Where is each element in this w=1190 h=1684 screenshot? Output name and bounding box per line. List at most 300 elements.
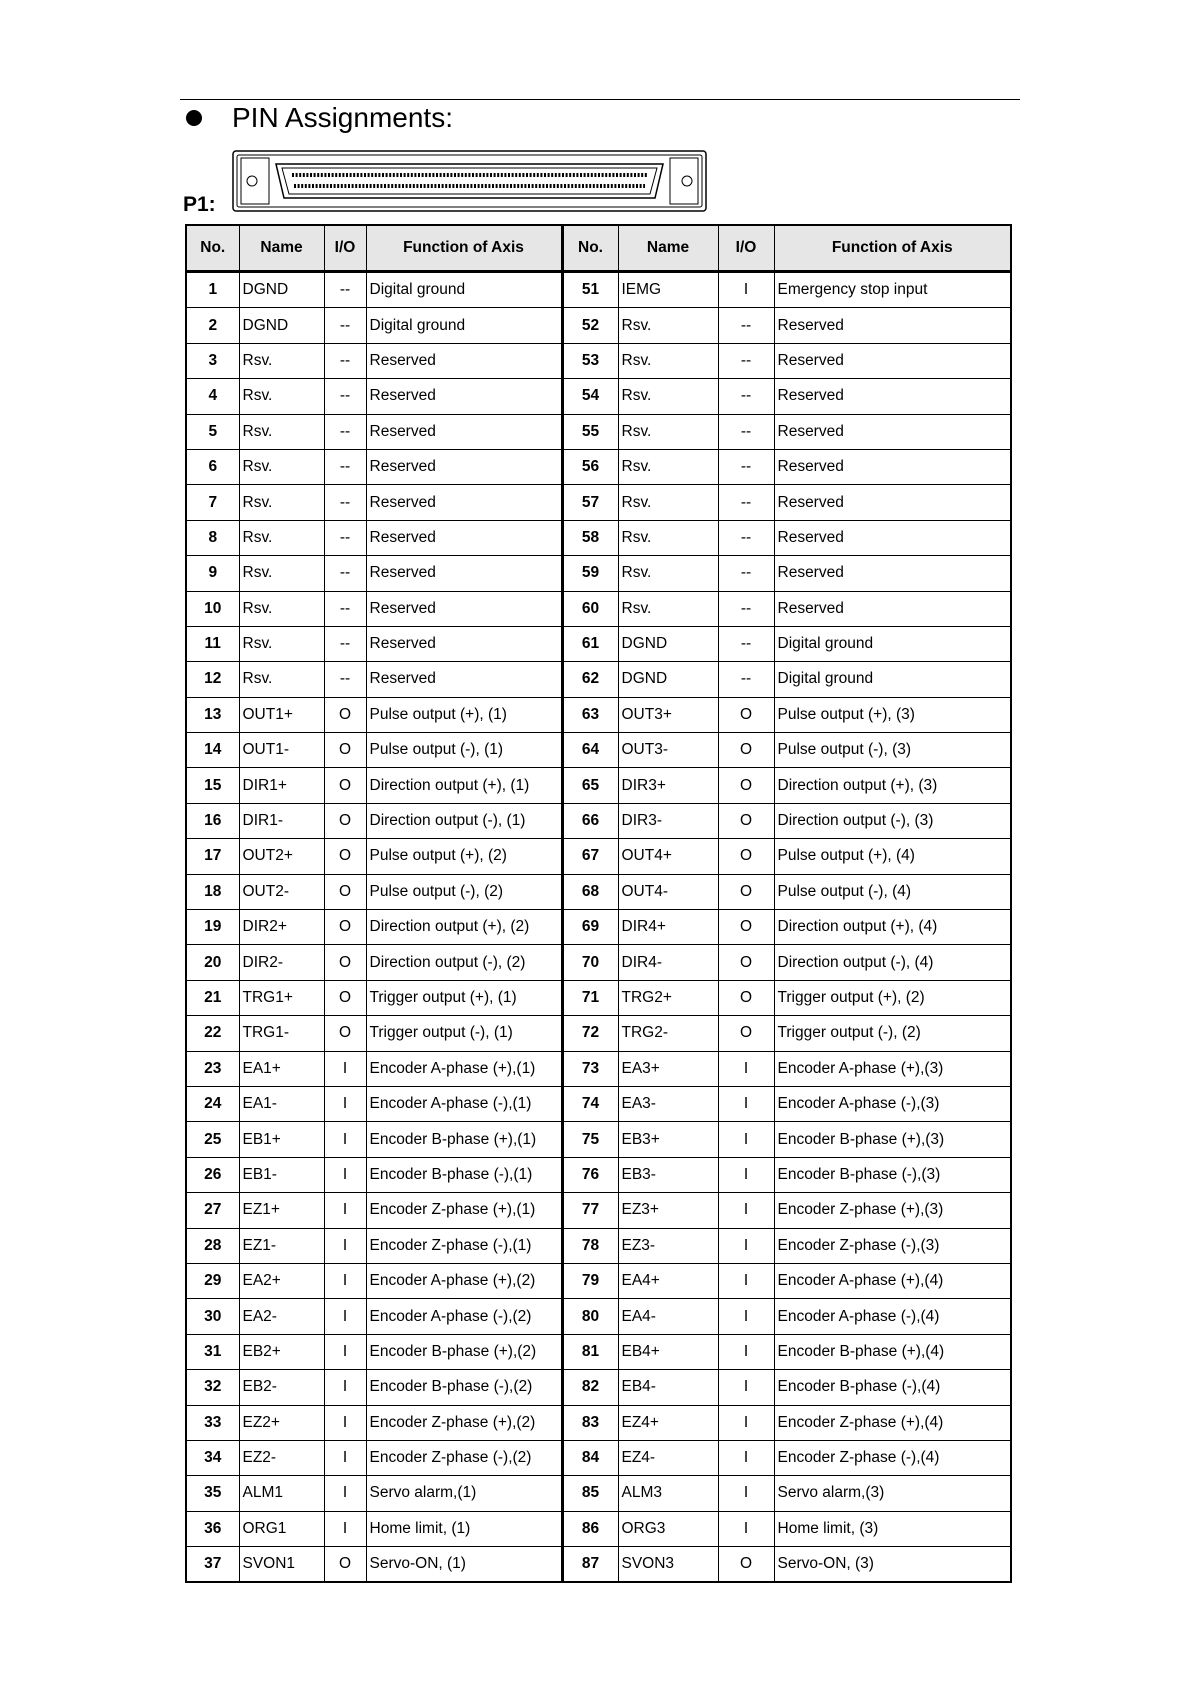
pin-name: Rsv.: [239, 556, 324, 591]
pin-number: 33: [186, 1405, 239, 1440]
pin-function: Digital ground: [774, 662, 1011, 697]
pin-name: EB2+: [239, 1334, 324, 1369]
pin-name: EZ1+: [239, 1193, 324, 1228]
pin-name: Rsv.: [618, 414, 718, 449]
pin-function: Trigger output (-), (2): [774, 1016, 1011, 1051]
pin-number: 69: [562, 910, 618, 945]
pin-io: I: [718, 1334, 774, 1369]
pin-io: --: [324, 379, 366, 414]
pin-number: 78: [562, 1228, 618, 1263]
pin-io: I: [324, 1440, 366, 1475]
pin-number: 70: [562, 945, 618, 980]
pin-name: Rsv.: [239, 520, 324, 555]
pin-number: 22: [186, 1016, 239, 1051]
pin-name: EA1+: [239, 1051, 324, 1086]
pin-function: Encoder Z-phase (+),(3): [774, 1193, 1011, 1228]
pin-function: Direction output (+), (3): [774, 768, 1011, 803]
pin-name: Rsv.: [618, 449, 718, 484]
connector-label: P1:: [183, 193, 216, 216]
pin-function: Servo alarm,(3): [774, 1476, 1011, 1511]
pin-function: Reserved: [366, 485, 562, 520]
pin-number: 37: [186, 1547, 239, 1583]
pin-io: I: [718, 1299, 774, 1334]
pin-io: --: [324, 520, 366, 555]
pin-number: 1: [186, 272, 239, 308]
pin-assignment-table: [185, 224, 1012, 1583]
pin-number: 5: [186, 414, 239, 449]
pin-number: 21: [186, 980, 239, 1015]
pin-io: --: [718, 520, 774, 555]
pin-io: --: [324, 343, 366, 378]
pin-name: Rsv.: [618, 556, 718, 591]
table-row: [186, 980, 1011, 1015]
pin-number: 8: [186, 520, 239, 555]
pin-function: Pulse output (+), (1): [366, 697, 562, 732]
pin-name: OUT4+: [618, 839, 718, 874]
pin-function: Servo alarm,(1): [366, 1476, 562, 1511]
pin-io: I: [324, 1511, 366, 1546]
pin-number: 12: [186, 662, 239, 697]
pin-function: Encoder Z-phase (+),(4): [774, 1405, 1011, 1440]
pin-number: 13: [186, 697, 239, 732]
pin-io: --: [324, 662, 366, 697]
pin-name: DGND: [618, 626, 718, 661]
pin-io: --: [324, 556, 366, 591]
pin-io: I: [718, 1157, 774, 1192]
pin-number: 6: [186, 449, 239, 484]
pin-io: --: [718, 662, 774, 697]
pin-function: Pulse output (-), (4): [774, 874, 1011, 909]
pin-name: EB4+: [618, 1334, 718, 1369]
pin-number: 82: [562, 1370, 618, 1405]
pin-function: Reserved: [366, 343, 562, 378]
pin-number: 63: [562, 697, 618, 732]
pin-function: Encoder Z-phase (-),(1): [366, 1228, 562, 1263]
pin-io: O: [324, 697, 366, 732]
pin-io: I: [324, 1228, 366, 1263]
pin-number: 29: [186, 1263, 239, 1298]
header-io: I/O: [718, 225, 774, 272]
pin-number: 52: [562, 308, 618, 343]
pin-function: Reserved: [774, 449, 1011, 484]
pin-function: Pulse output (+), (2): [366, 839, 562, 874]
pin-name: EB1-: [239, 1157, 324, 1192]
pin-function: Encoder A-phase (+),(2): [366, 1263, 562, 1298]
pin-function: Trigger output (+), (1): [366, 980, 562, 1015]
pin-io: I: [718, 1440, 774, 1475]
pin-name: EZ4+: [618, 1405, 718, 1440]
pin-name: Rsv.: [239, 414, 324, 449]
pin-number: 66: [562, 803, 618, 838]
table-row: [186, 768, 1011, 803]
table-row: [186, 1193, 1011, 1228]
pin-name: TRG2-: [618, 1016, 718, 1051]
pin-name: DIR3+: [618, 768, 718, 803]
pin-io: --: [324, 272, 366, 308]
pin-name: EA2-: [239, 1299, 324, 1334]
pin-name: DGND: [618, 662, 718, 697]
pin-function: Emergency stop input: [774, 272, 1011, 308]
pin-function: Encoder Z-phase (+),(2): [366, 1405, 562, 1440]
pin-number: 16: [186, 803, 239, 838]
pin-number: 32: [186, 1370, 239, 1405]
pin-io: I: [718, 1122, 774, 1157]
table-row: [186, 733, 1011, 768]
pin-name: Rsv.: [239, 591, 324, 626]
pin-number: 57: [562, 485, 618, 520]
pin-function: Digital ground: [774, 626, 1011, 661]
table-row: [186, 449, 1011, 484]
pin-function: Reserved: [774, 591, 1011, 626]
pin-function: Encoder A-phase (+),(1): [366, 1051, 562, 1086]
pin-function: Encoder Z-phase (+),(1): [366, 1193, 562, 1228]
pin-name: ALM3: [618, 1476, 718, 1511]
pin-io: O: [718, 1547, 774, 1583]
pin-io: I: [324, 1157, 366, 1192]
pin-function: Encoder A-phase (-),(1): [366, 1086, 562, 1121]
pin-number: 35: [186, 1476, 239, 1511]
pin-name: EZ3+: [618, 1193, 718, 1228]
pin-function: Reserved: [366, 379, 562, 414]
table-row: [186, 697, 1011, 732]
pin-io: --: [718, 343, 774, 378]
pin-name: OUT3+: [618, 697, 718, 732]
pin-function: Pulse output (-), (3): [774, 733, 1011, 768]
pin-io: --: [718, 485, 774, 520]
pin-number: 76: [562, 1157, 618, 1192]
pin-function: Encoder A-phase (+),(4): [774, 1263, 1011, 1298]
pin-function: Encoder Z-phase (-),(3): [774, 1228, 1011, 1263]
table-row: [186, 485, 1011, 520]
pin-number: 54: [562, 379, 618, 414]
pin-name: EB3+: [618, 1122, 718, 1157]
pin-io: I: [718, 1051, 774, 1086]
pin-function: Encoder B-phase (-),(2): [366, 1370, 562, 1405]
pin-name: DIR4+: [618, 910, 718, 945]
pin-function: Home limit, (1): [366, 1511, 562, 1546]
pin-number: 62: [562, 662, 618, 697]
table-row: [186, 1511, 1011, 1546]
pin-io: I: [324, 1051, 366, 1086]
pin-function: Encoder B-phase (+),(2): [366, 1334, 562, 1369]
pin-number: 68: [562, 874, 618, 909]
header-function: Function of Axis: [774, 225, 1011, 272]
pin-function: Reserved: [774, 308, 1011, 343]
pin-name: Rsv.: [239, 626, 324, 661]
table-row: [186, 662, 1011, 697]
pin-io: --: [718, 308, 774, 343]
pin-io: I: [324, 1122, 366, 1157]
pin-function: Pulse output (-), (2): [366, 874, 562, 909]
pin-function: Servo-ON, (1): [366, 1547, 562, 1583]
pin-number: 28: [186, 1228, 239, 1263]
pin-number: 71: [562, 980, 618, 1015]
header-no: No.: [186, 225, 239, 272]
pin-function: Encoder B-phase (+),(3): [774, 1122, 1011, 1157]
pin-number: 24: [186, 1086, 239, 1121]
pin-name: EA4-: [618, 1299, 718, 1334]
table-row: [186, 1476, 1011, 1511]
pin-number: 80: [562, 1299, 618, 1334]
pin-function: Encoder B-phase (-),(1): [366, 1157, 562, 1192]
pin-io: O: [718, 1016, 774, 1051]
scsi-connector-icon: [232, 150, 707, 212]
pin-io: --: [718, 626, 774, 661]
pin-function: Encoder B-phase (-),(4): [774, 1370, 1011, 1405]
pin-name: EZ4-: [618, 1440, 718, 1475]
table-row: [186, 379, 1011, 414]
pin-rows: [186, 272, 1011, 1583]
pin-number: 65: [562, 768, 618, 803]
pin-function: Reserved: [366, 414, 562, 449]
pin-function: Servo-ON, (3): [774, 1547, 1011, 1583]
pin-io: I: [718, 1476, 774, 1511]
table-row: [186, 272, 1011, 308]
page-heading: PIN Assignments:: [232, 102, 453, 133]
pin-number: 64: [562, 733, 618, 768]
pin-name: SVON3: [618, 1547, 718, 1583]
pin-name: DIR2-: [239, 945, 324, 980]
pin-name: EB3-: [618, 1157, 718, 1192]
pin-function: Reserved: [774, 343, 1011, 378]
pin-name: EB2-: [239, 1370, 324, 1405]
top-rule: [180, 99, 1020, 100]
pin-name: TRG1+: [239, 980, 324, 1015]
pin-name: ORG3: [618, 1511, 718, 1546]
pin-number: 27: [186, 1193, 239, 1228]
pin-io: I: [718, 1405, 774, 1440]
table-row: [186, 803, 1011, 838]
pin-name: IEMG: [618, 272, 718, 308]
table-row: [186, 556, 1011, 591]
pin-name: TRG2+: [618, 980, 718, 1015]
pin-name: Rsv.: [618, 591, 718, 626]
pin-io: --: [324, 414, 366, 449]
pin-function: Reserved: [366, 520, 562, 555]
pin-function: Direction output (+), (1): [366, 768, 562, 803]
pin-function: Reserved: [774, 485, 1011, 520]
pin-name: EZ3-: [618, 1228, 718, 1263]
pin-number: 74: [562, 1086, 618, 1121]
pin-number: 14: [186, 733, 239, 768]
pin-number: 36: [186, 1511, 239, 1546]
pin-io: O: [324, 768, 366, 803]
pin-io: --: [324, 449, 366, 484]
pin-number: 83: [562, 1405, 618, 1440]
pin-io: O: [718, 803, 774, 838]
header-function: Function of Axis: [366, 225, 562, 272]
table-row: [186, 1405, 1011, 1440]
pin-number: 61: [562, 626, 618, 661]
pin-function: Encoder B-phase (-),(3): [774, 1157, 1011, 1192]
table-row: [186, 520, 1011, 555]
pin-name: DIR4-: [618, 945, 718, 980]
table-row: [186, 1086, 1011, 1121]
pin-io: O: [324, 1016, 366, 1051]
pin-number: 85: [562, 1476, 618, 1511]
pin-number: 75: [562, 1122, 618, 1157]
table-row: [186, 1051, 1011, 1086]
pin-name: Rsv.: [618, 520, 718, 555]
pin-io: I: [324, 1299, 366, 1334]
pin-number: 60: [562, 591, 618, 626]
pin-name: DGND: [239, 272, 324, 308]
pin-number: 9: [186, 556, 239, 591]
pin-io: O: [718, 697, 774, 732]
pin-function: Pulse output (+), (3): [774, 697, 1011, 732]
table-row: [186, 1547, 1011, 1583]
pin-io: O: [718, 839, 774, 874]
pin-number: 26: [186, 1157, 239, 1192]
pin-name: Rsv.: [239, 379, 324, 414]
pin-name: EA3-: [618, 1086, 718, 1121]
pin-number: 2: [186, 308, 239, 343]
table-row: [186, 591, 1011, 626]
pin-number: 87: [562, 1547, 618, 1583]
pin-number: 10: [186, 591, 239, 626]
pin-number: 18: [186, 874, 239, 909]
table-row: [186, 1157, 1011, 1192]
pin-function: Direction output (-), (4): [774, 945, 1011, 980]
pin-io: I: [718, 1511, 774, 1546]
pin-function: Pulse output (+), (4): [774, 839, 1011, 874]
pin-io: --: [324, 308, 366, 343]
table-row: [186, 910, 1011, 945]
pin-name: DGND: [239, 308, 324, 343]
pin-name: Rsv.: [618, 485, 718, 520]
pin-name: OUT2+: [239, 839, 324, 874]
pin-name: OUT2-: [239, 874, 324, 909]
pin-function: Pulse output (-), (1): [366, 733, 562, 768]
table-row: [186, 414, 1011, 449]
pin-name: EA1-: [239, 1086, 324, 1121]
table-row: [186, 308, 1011, 343]
pin-function: Encoder Z-phase (-),(2): [366, 1440, 562, 1475]
pin-io: --: [324, 485, 366, 520]
pin-io: I: [324, 1193, 366, 1228]
pin-io: O: [718, 945, 774, 980]
pin-function: Encoder Z-phase (-),(4): [774, 1440, 1011, 1475]
table-row: [186, 343, 1011, 378]
table-row: [186, 839, 1011, 874]
pin-name: ORG1: [239, 1511, 324, 1546]
pin-io: O: [324, 733, 366, 768]
pin-function: Trigger output (+), (2): [774, 980, 1011, 1015]
pin-io: I: [718, 272, 774, 308]
pin-name: Rsv.: [618, 343, 718, 378]
pin-name: Rsv.: [239, 485, 324, 520]
pin-function: Reserved: [774, 379, 1011, 414]
pin-io: --: [324, 591, 366, 626]
table-row: [186, 1334, 1011, 1369]
pin-name: DIR3-: [618, 803, 718, 838]
pin-io: O: [718, 874, 774, 909]
pin-name: EZ1-: [239, 1228, 324, 1263]
table-row: [186, 1440, 1011, 1475]
pin-io: --: [718, 556, 774, 591]
pin-function: Encoder B-phase (+),(4): [774, 1334, 1011, 1369]
pin-number: 3: [186, 343, 239, 378]
pin-name: Rsv.: [618, 308, 718, 343]
pin-io: --: [718, 591, 774, 626]
pin-name: Rsv.: [239, 449, 324, 484]
table-row: [186, 1016, 1011, 1051]
pin-number: 58: [562, 520, 618, 555]
pin-function: Reserved: [366, 591, 562, 626]
pin-number: 19: [186, 910, 239, 945]
pin-function: Digital ground: [366, 308, 562, 343]
pin-number: 25: [186, 1122, 239, 1157]
pin-number: 73: [562, 1051, 618, 1086]
pin-io: O: [718, 733, 774, 768]
pin-io: I: [324, 1476, 366, 1511]
pin-function: Reserved: [366, 662, 562, 697]
pin-name: EZ2-: [239, 1440, 324, 1475]
pin-number: 84: [562, 1440, 618, 1475]
pin-io: I: [718, 1263, 774, 1298]
table-row: [186, 945, 1011, 980]
pin-io: I: [324, 1086, 366, 1121]
pin-number: 23: [186, 1051, 239, 1086]
pin-name: TRG1-: [239, 1016, 324, 1051]
pin-io: I: [718, 1370, 774, 1405]
pin-function: Trigger output (-), (1): [366, 1016, 562, 1051]
pin-number: 11: [186, 626, 239, 661]
pin-function: Encoder B-phase (+),(1): [366, 1122, 562, 1157]
pin-number: 77: [562, 1193, 618, 1228]
pin-name: OUT4-: [618, 874, 718, 909]
pin-function: Encoder A-phase (-),(3): [774, 1086, 1011, 1121]
pin-name: DIR1+: [239, 768, 324, 803]
pin-io: I: [324, 1405, 366, 1440]
table-row: [186, 1263, 1011, 1298]
header-name: Name: [618, 225, 718, 272]
pin-function: Reserved: [366, 626, 562, 661]
header-io: I/O: [324, 225, 366, 272]
pin-io: I: [718, 1193, 774, 1228]
pin-function: Direction output (-), (3): [774, 803, 1011, 838]
table-row: [186, 1122, 1011, 1157]
pin-name: DIR2+: [239, 910, 324, 945]
pin-number: 67: [562, 839, 618, 874]
pin-io: O: [718, 980, 774, 1015]
pin-io: O: [324, 945, 366, 980]
pin-name: EB4-: [618, 1370, 718, 1405]
pin-io: I: [324, 1370, 366, 1405]
pin-number: 15: [186, 768, 239, 803]
pin-function: Reserved: [366, 449, 562, 484]
pin-name: Rsv.: [239, 343, 324, 378]
bullet-icon: [186, 110, 202, 126]
pin-number: 56: [562, 449, 618, 484]
pin-io: --: [718, 449, 774, 484]
pin-name: EB1+: [239, 1122, 324, 1157]
pin-io: O: [718, 768, 774, 803]
pin-number: 86: [562, 1511, 618, 1546]
pin-name: EZ2+: [239, 1405, 324, 1440]
pin-io: O: [324, 874, 366, 909]
pin-name: DIR1-: [239, 803, 324, 838]
pin-number: 20: [186, 945, 239, 980]
pin-function: Direction output (+), (2): [366, 910, 562, 945]
pin-io: I: [324, 1263, 366, 1298]
pin-name: Rsv.: [618, 379, 718, 414]
pin-number: 7: [186, 485, 239, 520]
pin-function: Reserved: [774, 414, 1011, 449]
pin-number: 55: [562, 414, 618, 449]
pin-function: Home limit, (3): [774, 1511, 1011, 1546]
pin-io: I: [718, 1086, 774, 1121]
